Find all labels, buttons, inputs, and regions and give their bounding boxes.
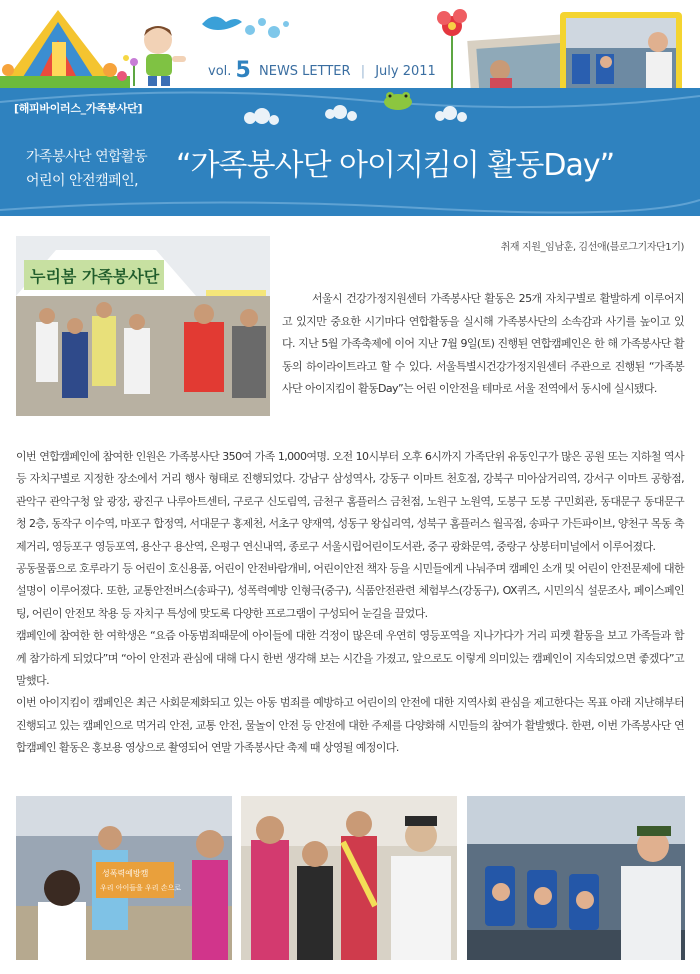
body-paragraph-3: 캠페인에 참여한 한 여학생은 “요즘 아동범죄때문에 아이들에 대한 걱정이 많은데 우연히 영등포역을 지나가다가 거리 피켓 활동을 보고 가족들과 함께 참가하게 되었다”며 “아이 안전과 관심에 대해 다시 한번 생각해 보는 시간을 가졌고, 앞으로도 이렇게 의미있는 캠페인이 지속되었으면 좋겠다”고 말했다. [16, 629, 684, 688]
tent-illustration [0, 10, 130, 88]
subtitle-line-2: 어린이 안전캠페인, [26, 173, 139, 189]
volume-number: 5 [235, 58, 251, 83]
header-photo-front [560, 12, 682, 88]
bird-icon [202, 16, 242, 30]
photo-children-handout [241, 796, 457, 960]
subtitle-line-1: 가족봉사단 연합활동 [26, 149, 148, 165]
lead-paragraph-text: 서울시 건강가정지원센터 가족봉사단 활동은 25개 자치구별로 활발하게 이루어지고 있지만 중요한 시기마다 연합활동을 실시해 가족봉사단의 소속감과 사기를 높이고 있다. 지난 5월 가족축제에 이어 지난 7월 9일(토) 진행된 연합캠페인은 한 해 가족봉사단 활동의 하이라이트라고 할 수 있다. 서울특별시건강가정지원센터 주관으로 진행된 “가족봉사단 아이지킴이 활동Day”는 어린 이안전을 테마로 서울 전역에서 동시에 실시됐다. [282, 292, 684, 395]
lead-paragraph [282, 288, 684, 401]
issue-separator: | [360, 64, 366, 79]
frog-icon [384, 92, 412, 110]
body-paragraph-2: 공동물품으로 호루라기 등 어린이 호신용품, 어린이 안전바람개비, 어린이안전 책자 등을 시민들에게 나눠주며 캠페인 소개 및 어린이 안전문제에 대한 설명이 이루어졌다. 또한, 교통안전버스(송파구), 성폭력예방 인형극(중구), 식품안전관련 체험부스(강동구), OX퀴즈, 시민의식 설문조사, 페이스페인팅, 어린이 안전모 착용 등 자치구 특성에 맞도록 다양한 프로그램이 구성되어 눈길을 끌었다. [16, 562, 684, 620]
photo-booth [16, 236, 270, 416]
issue-date: July 2011 [375, 64, 436, 79]
child-illustration [144, 26, 186, 86]
article-credit: 취재 지원_임남훈, 김선애(블로그기자단1기) [500, 242, 684, 253]
body-paragraph-4: 이번 아이지킴이 캠페인은 최근 사회문제화되고 있는 아동 범죄를 예방하고 어린이의 안전에 대한 지역사회 관심을 제고한다는 목표 아래 지난해부터 진행되고 있는 캠페인으로 먹거리 안전, 교통 안전, 물놀이 안전 등 안전에 대한 주제를 다양화해 시민들의 참여가 활발했다. 한편, 이번 가족봉사단 연합캠페인 활동은 홍보용 영상으로 촬영되어 연말 가족봉사단 축제 때 상영될 예정이다. [16, 696, 684, 755]
photo-subway-picket [16, 796, 232, 960]
series-label: [해피바이러스_가족봉사단] [14, 102, 143, 115]
water-drops-icon [245, 18, 289, 38]
volume-prefix: vol. [208, 64, 232, 79]
photo-safety-bus [467, 796, 685, 960]
header-photo-back [466, 33, 573, 88]
article-body [16, 446, 684, 760]
red-flower-icon [437, 9, 467, 88]
picket-line-1: 성폭력예방캠 [102, 869, 149, 878]
picket-line-2: 우리 아이들을 우리 손으로 [100, 884, 182, 892]
tent-banner-text: 누리봄 가족봉사단 [30, 267, 160, 286]
cloud-icon [244, 105, 467, 125]
newsletter-label: NEWS LETTER [259, 64, 351, 79]
issue-info [208, 58, 436, 83]
page-title: “가족봉사단 아이지킴이 활동Day” [176, 148, 615, 183]
body-paragraph-1: 이번 연합캠페인에 참여한 인원은 가족봉사단 350여 가족 1,000여명. 오전 10시부터 오후 6시까지 가족단위 유동인구가 많은 공원 또는 지하철 역사 등 자치구별로 지정한 장소에서 거리 행사 형태로 진행되었다. 강남구 삼성역사, 강동구 이마트 천호점, 강북구 미아삼거리역, 강서구 이마트 공항점, 관악구 관악구청 앞 광장, 광진구 나루아트센터, 구로구 신도림역, 금천구 홈플러스 금천점, 노원구 노원역, 도봉구 도봉 구민회관, 동대문구 동대문구청 2층, 동작구 이수역, 마포구 합정역, 서대문구 홍제천, 서초구 양재역, 성동구 왕십리역, 성북구 홈플러스 월곡점, 송파구 가든파이브, 양천구 목동 축제거리, 영등포구 영등포역, 용산구 용산역, 은평구 연신내역, 종로구 서울시립어린이도서관, 중구 광화문역, 중랑구 상봉터미널에서 이루어졌다. [16, 450, 684, 553]
